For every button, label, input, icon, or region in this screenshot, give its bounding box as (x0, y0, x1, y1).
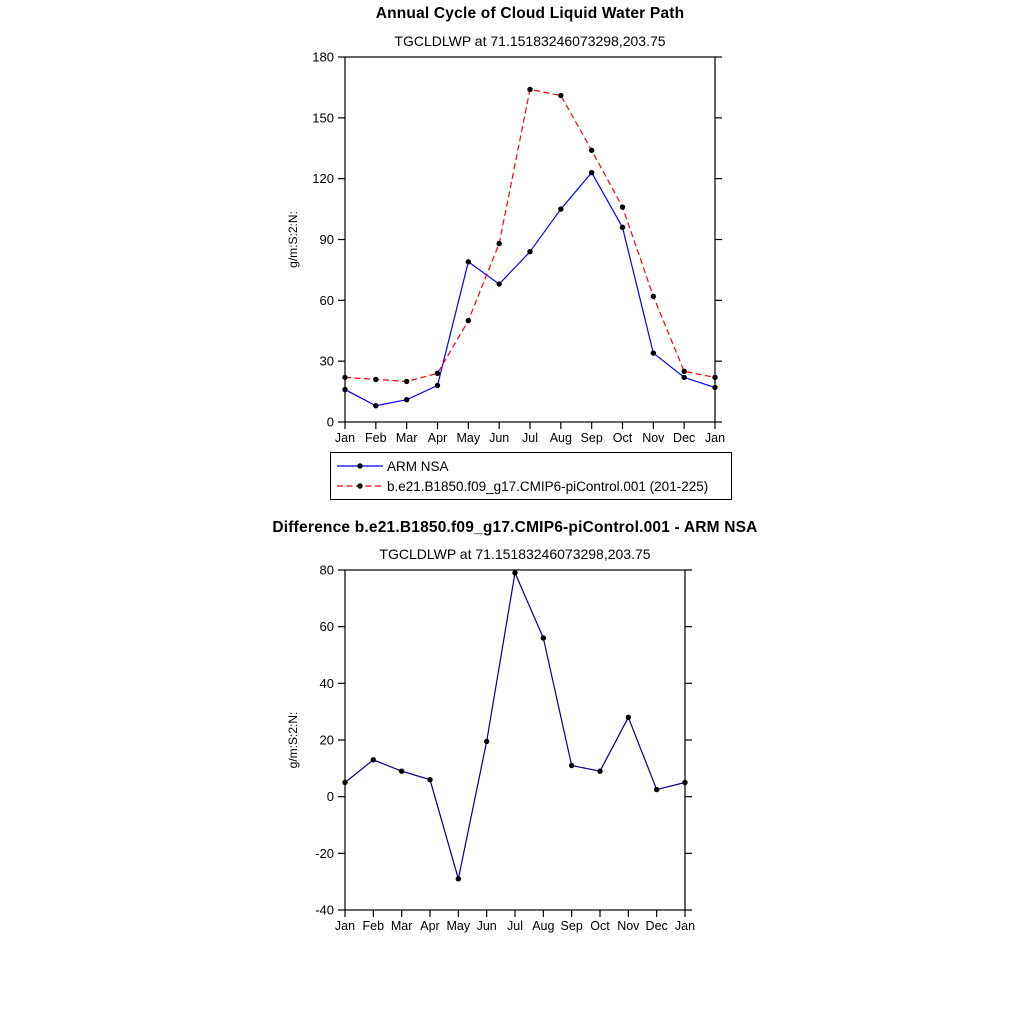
svg-text:Dec: Dec (673, 431, 696, 445)
svg-text:30: 30 (319, 353, 334, 369)
svg-text:60: 60 (319, 292, 334, 308)
svg-text:g/m:S:2:N:: g/m:S:2:N: (286, 211, 300, 268)
svg-text:Feb: Feb (362, 919, 385, 933)
svg-text:0: 0 (326, 789, 334, 805)
top-chart-canvas (285, 50, 755, 450)
svg-text:-20: -20 (315, 845, 334, 861)
legend-line-sample-solid (335, 460, 385, 472)
svg-text:Nov: Nov (617, 919, 640, 933)
svg-text:80: 80 (319, 562, 334, 578)
svg-text:Jan: Jan (704, 431, 726, 445)
svg-text:g/m:S:2:N:: g/m:S:2:N: (286, 711, 300, 769)
bottom-chart-subtitle: TGCLDLWP at 71.15183246073298,203.75 (379, 546, 651, 562)
svg-text:120: 120 (312, 171, 334, 187)
svg-text:Aug: Aug (532, 919, 555, 933)
bottom-chart-title: Difference b.e21.B1850.f09_g17.CMIP6-piControl.001 - ARM NSA (272, 519, 758, 536)
svg-text:180: 180 (312, 50, 334, 65)
svg-text:0: 0 (326, 414, 334, 430)
legend-item-model (335, 476, 727, 496)
svg-text:Oct: Oct (590, 919, 610, 933)
svg-text:Jul: Jul (507, 919, 523, 933)
svg-text:Jun: Jun (476, 919, 497, 933)
svg-text:Sep: Sep (560, 919, 583, 933)
bottom-chart-canvas (285, 560, 725, 940)
svg-text:Aug: Aug (549, 431, 572, 445)
svg-text:Mar: Mar (390, 919, 413, 933)
legend-line-sample-dashed (335, 480, 385, 492)
svg-text:Oct: Oct (612, 431, 633, 445)
svg-text:Nov: Nov (642, 431, 665, 445)
svg-text:May: May (456, 431, 481, 445)
svg-text:90: 90 (319, 232, 334, 247)
svg-text:-40: -40 (315, 902, 334, 918)
svg-text:Jan: Jan (334, 919, 356, 933)
legend-item-arm-nsa (335, 456, 727, 476)
svg-text:Apr: Apr (420, 919, 440, 933)
svg-text:Jul: Jul (522, 431, 538, 445)
svg-text:May: May (446, 919, 471, 933)
svg-text:Jan: Jan (334, 431, 356, 445)
svg-text:Jan: Jan (674, 919, 696, 933)
svg-text:Feb: Feb (365, 431, 387, 445)
svg-text:Sep: Sep (580, 431, 603, 445)
svg-text:Jun: Jun (489, 431, 510, 445)
svg-text:Apr: Apr (427, 431, 448, 445)
legend-label-arm-nsa: ARM NSA (387, 458, 449, 474)
svg-text:40: 40 (319, 675, 334, 691)
legend (330, 452, 732, 500)
svg-text:Dec: Dec (645, 919, 668, 933)
svg-text:60: 60 (319, 619, 334, 635)
top-chart-subtitle: TGCLDLWP at 71.15183246073298,203.75 (394, 33, 666, 49)
svg-text:20: 20 (319, 732, 334, 748)
top-chart-title: Annual Cycle of Cloud Liquid Water Path (375, 5, 685, 22)
legend-label-model: b.e21.B1850.f09_g17.CMIP6-piControl.001 (201-225) (387, 478, 709, 494)
svg-text:Mar: Mar (395, 431, 418, 445)
svg-text:150: 150 (312, 110, 334, 126)
